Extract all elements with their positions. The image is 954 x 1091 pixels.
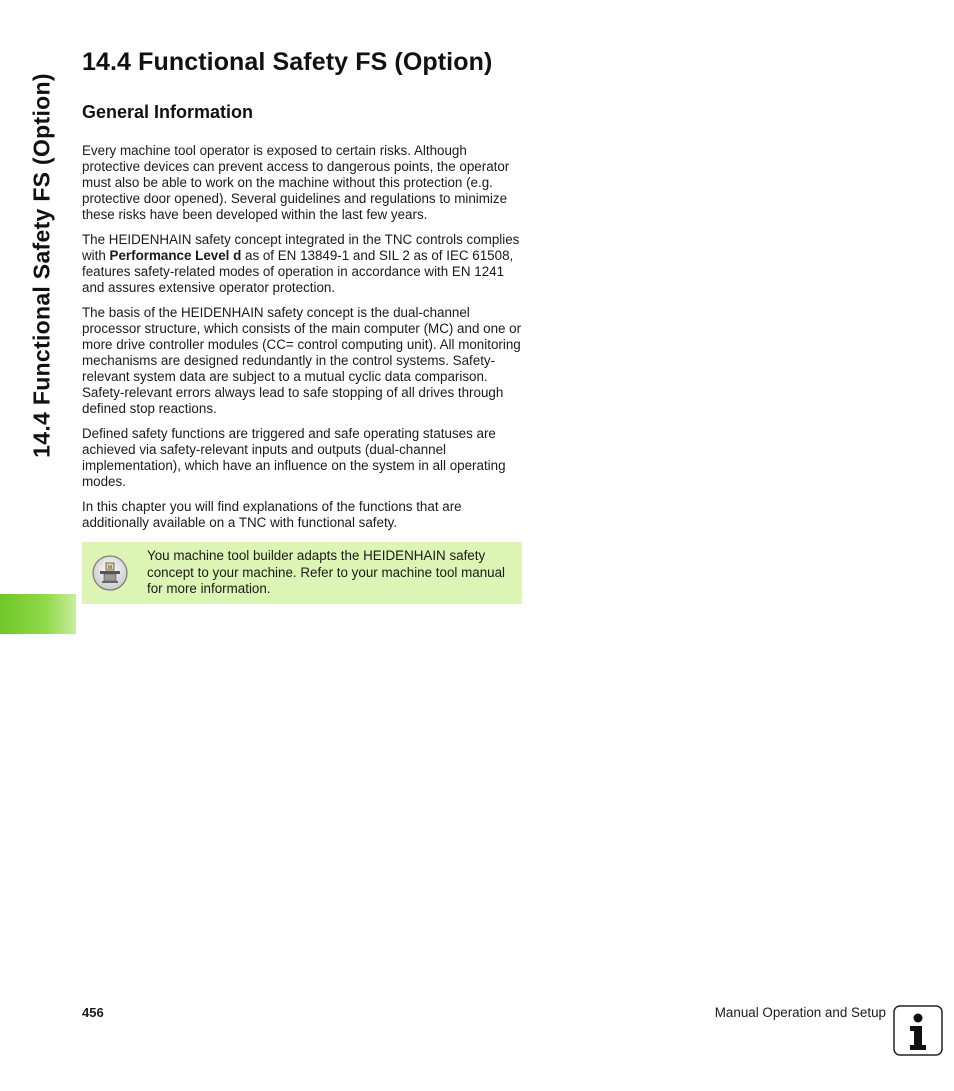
machine-builder-note	[82, 542, 522, 604]
footer-chapter-title: Manual Operation and Setup	[714, 1005, 886, 1020]
info-icon	[893, 1005, 943, 1056]
body-text	[82, 143, 522, 531]
side-chapter-title	[22, 52, 62, 472]
machine-tool-builder-icon	[92, 555, 128, 591]
paragraph-4: Defined safety functions are triggered and safe operating statuses are achieved via safety-relevant inputs and outputs (dual-channel implementation), which have an influence on the system in all operating modes.	[82, 426, 506, 489]
svg-text:M: M	[107, 565, 113, 571]
section-heading: 14.4 Functional Safety FS (Option)	[82, 48, 493, 76]
main-content	[82, 44, 522, 604]
paragraph-2	[82, 232, 522, 296]
paragraph-2-start: The HEIDENHAIN safety concept integrated in the TNC controls complies with	[82, 232, 520, 263]
subsection-heading: General Information	[82, 102, 254, 122]
paragraph-5: In this chapter you will find explanations of the functions that are additionally available on a TNC with functional safety.	[82, 499, 462, 530]
page-number: 456	[82, 1005, 104, 1020]
paragraph-2-end: as of EN 13849-1 and SIL 2 as of IEC 61508, features safety-related modes of operation in accordance with EN 1241 and assures extensive operator protection.	[82, 248, 514, 295]
paragraph-3: The basis of the HEIDENHAIN safety concept is the dual-channel processor structure, which consists of the main computer (MC) and one or more drive controller modules (CC= control computing unit). All monitoring mechanisms are designed redundantly in the control systems. Safety-relevant system data are subject to a mutual cyclic data comparison. Safety-relevant errors always lead to safe stopping of all drives through defined stop reactions.	[82, 305, 522, 416]
paragraph-1: Every machine tool operator is exposed to certain risks. Although protective devices can prevent access to dangerous points, the operator must also be able to work on the machine without this protection (e.g. protective door opened). Several guidelines and regulations to minimize these risks have been developed within the last few years.	[82, 143, 510, 222]
note-text: You machine tool builder adapts the HEIDENHAIN safety concept to your machine. Refer to your machine tool manual for more information.	[147, 548, 506, 596]
side-chapter-title-text: 14.4 Functional Safety FS (Option)	[28, 73, 55, 458]
performance-level-emphasis: Performance Level d	[109, 248, 242, 263]
chapter-tab-marker	[0, 594, 76, 634]
